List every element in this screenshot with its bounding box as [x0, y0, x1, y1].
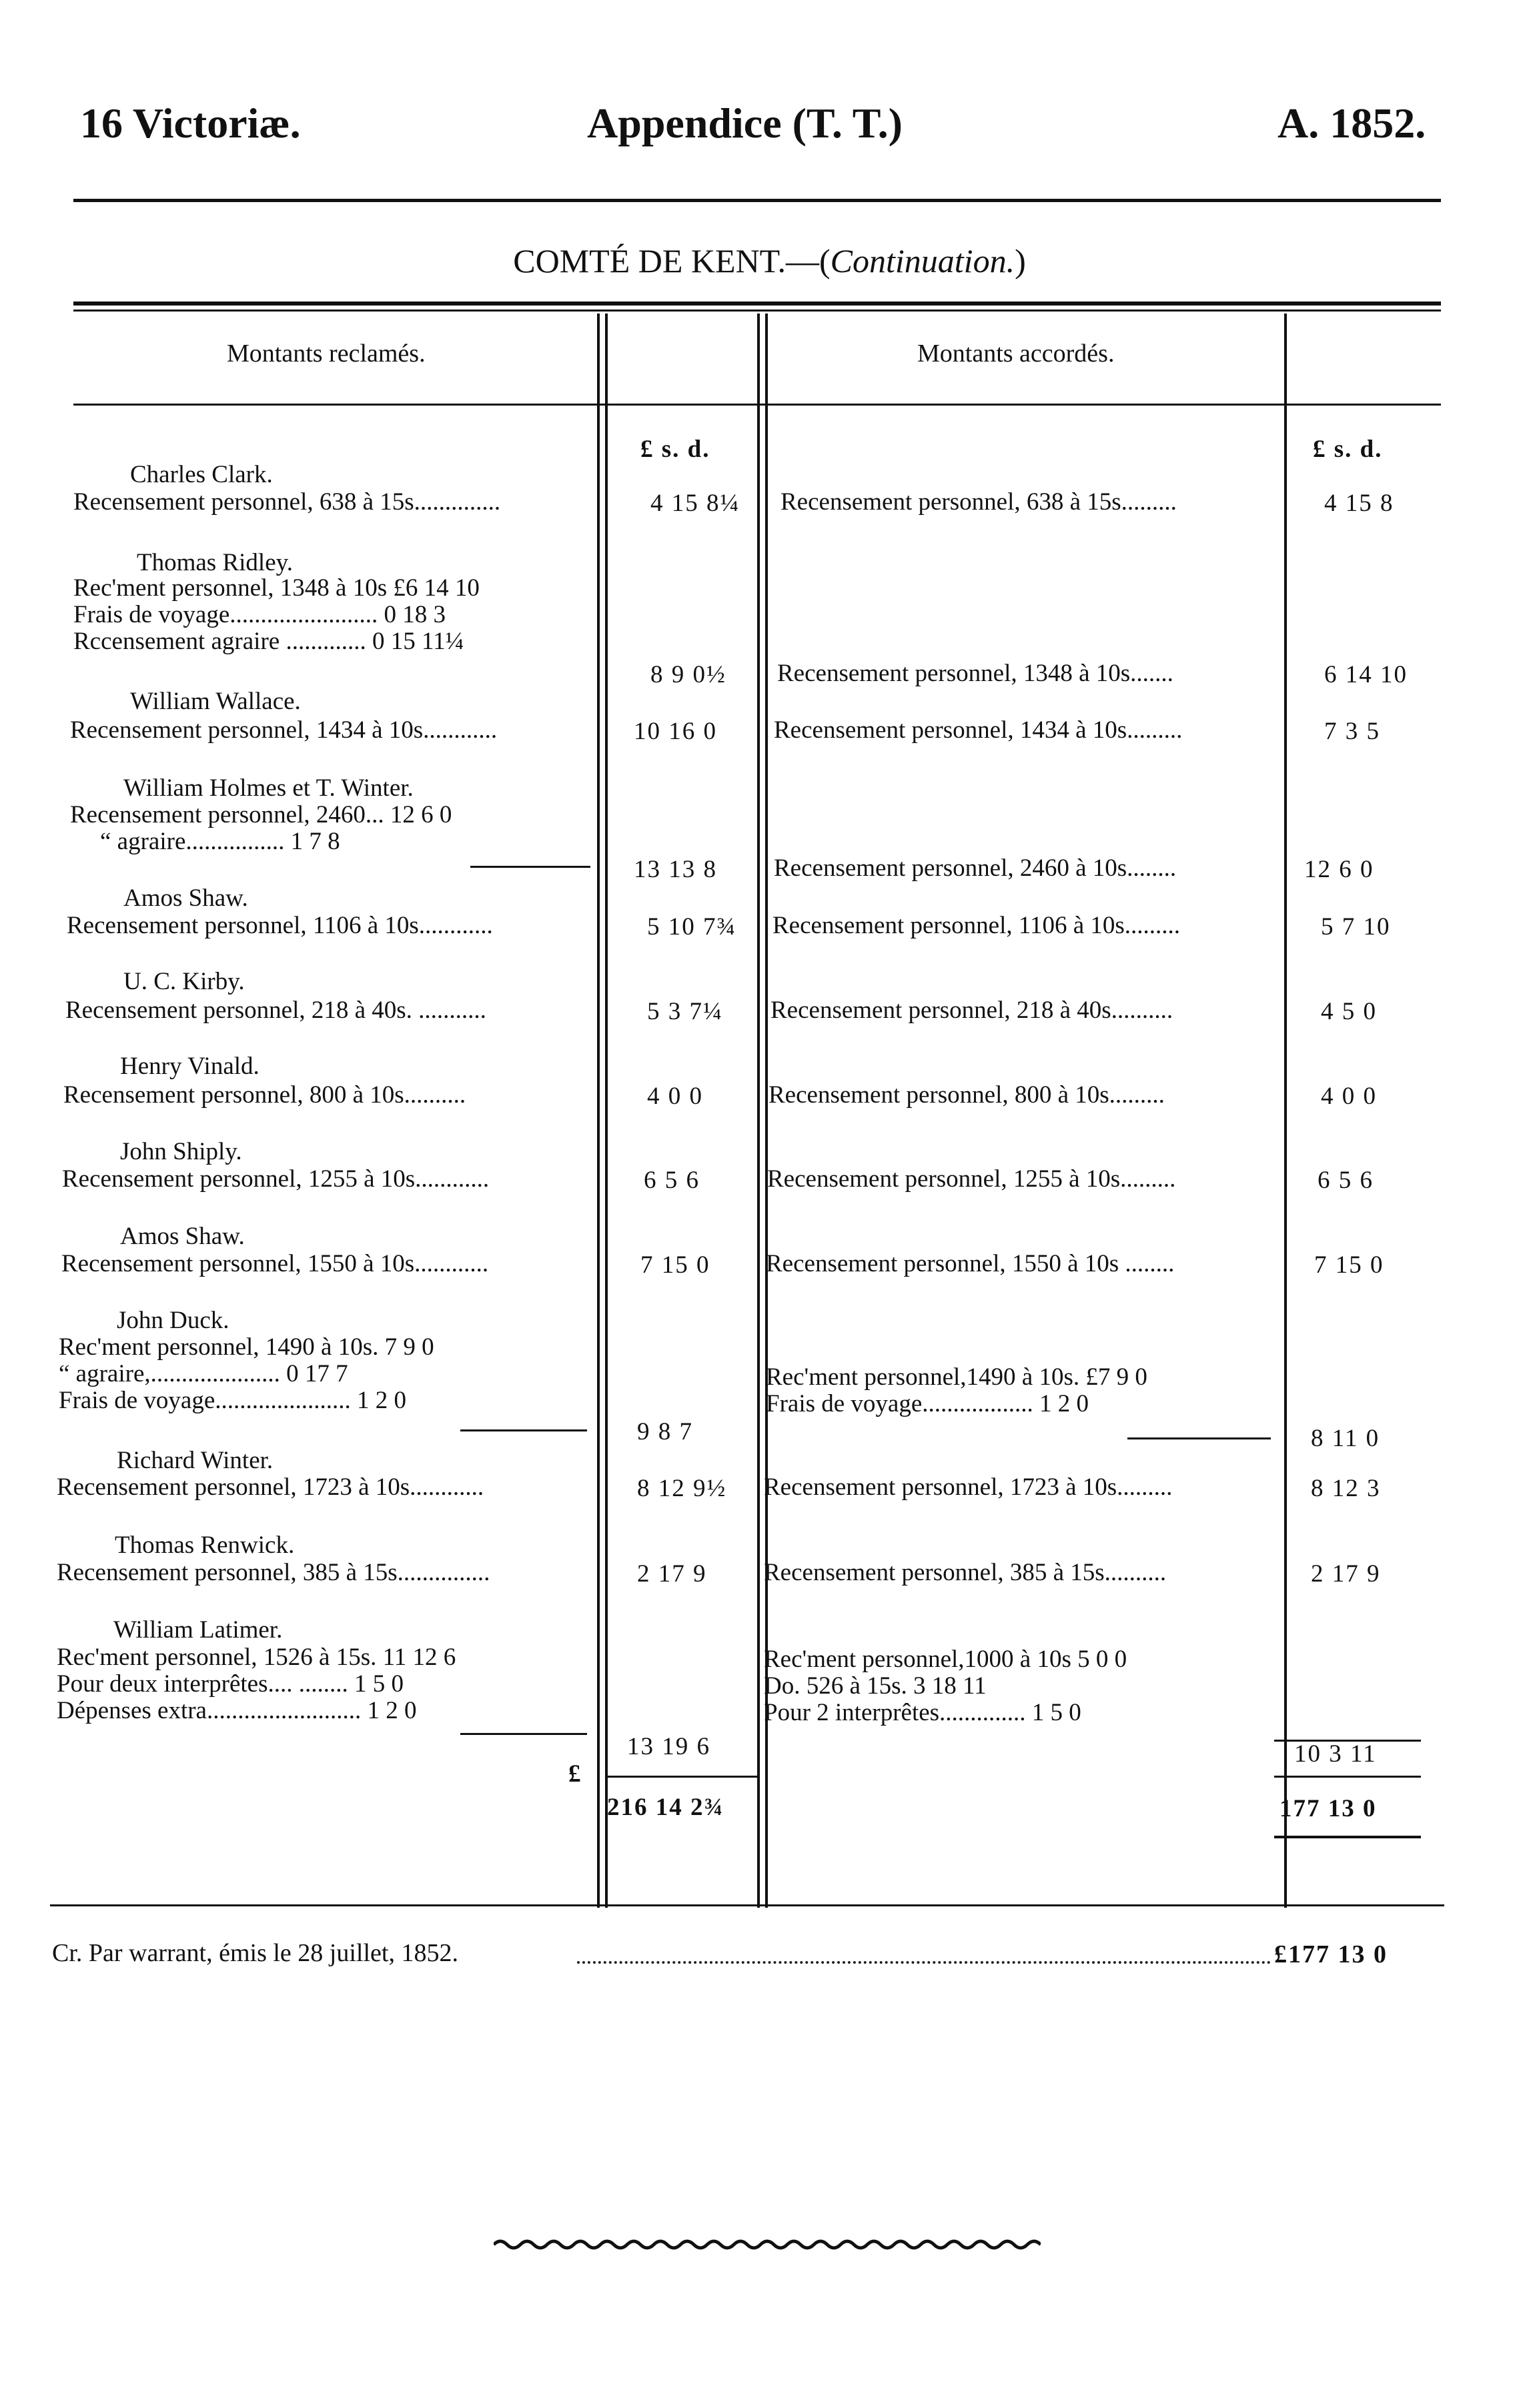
granted-grand-total: 177 13 0 [1279, 1795, 1377, 1822]
granted-total: 7 3 5 [1324, 718, 1380, 745]
granted-line: Recensement personnel, 638 à 15s......... [781, 488, 1177, 516]
entry-name: Amos Shaw. [123, 884, 248, 912]
currency-header-left: £ s. d. [640, 436, 710, 463]
claimed-total: 13 13 8 [634, 856, 717, 883]
subtotal-rule [470, 866, 590, 868]
entry-name: William Wallace. [130, 688, 301, 715]
claim-line: Recensement personnel, 1255 à 10s............ [62, 1165, 490, 1193]
claim-line: Recensement personnel, 1434 à 10s............ [70, 716, 498, 744]
claimed-total: 4 0 0 [647, 1083, 703, 1110]
granted-line: Rec'ment personnel,1000 à 10s 5 0 0 [764, 1646, 1127, 1673]
divider-granted-right [1284, 314, 1287, 1908]
granted-line: Frais de voyage.................. 1 2 0 [766, 1390, 1089, 1417]
claim-line: Rec'ment personnel, 1526 à 15s. 11 12 6 [57, 1644, 456, 1671]
granted-line: Recensement personnel, 1434 à 10s......... [774, 716, 1183, 744]
granted-total: 10 3 11 [1294, 1740, 1377, 1768]
claimed-total: 7 15 0 [640, 1251, 710, 1279]
claimed-total: 2 17 9 [637, 1560, 707, 1588]
entry-name: Thomas Ridley. [137, 549, 293, 576]
entry-name: William Holmes et T. Winter. [123, 774, 414, 802]
total-underline-granted [1274, 1836, 1421, 1838]
granted-line: Recensement personnel, 2460 à 10s........ [774, 854, 1177, 882]
claimed-total: 9 8 7 [637, 1418, 693, 1445]
granted-total: 4 0 0 [1321, 1083, 1377, 1110]
claimed-total: 4 15 8¼ [650, 490, 740, 517]
warrant-amount: £177 13 0 [1274, 1940, 1388, 1968]
subtotal-rule [460, 1733, 587, 1735]
header-rule [73, 199, 1441, 202]
claim-line: Recensement personnel, 218 à 40s. ........... [65, 997, 486, 1024]
table-bottom-rule [50, 1904, 1444, 1906]
entry-name: William Latimer. [113, 1616, 283, 1644]
claim-line: Rec'ment personnel, 1348 à 10s £6 14 10 [73, 574, 480, 602]
entry-name: Charles Clark. [130, 461, 273, 488]
claimed-grand-total: 216 14 2¾ [607, 1794, 724, 1821]
granted-line: Do. 526 à 15s. 3 18 11 [764, 1672, 987, 1700]
granted-line: Recensement personnel, 1348 à 10s....... [777, 660, 1173, 687]
subtotal-rule [1127, 1437, 1271, 1439]
claimed-total: 5 3 7¼ [647, 998, 723, 1025]
entry-name: Richard Winter. [117, 1447, 274, 1474]
entry-name: Amos Shaw. [120, 1223, 245, 1250]
claim-line: Recensement personnel, 800 à 10s.......... [63, 1081, 466, 1109]
claim-line: Rccensement agraire ............. 0 15 11¼ [73, 628, 464, 655]
entry-name: Thomas Renwick. [115, 1532, 295, 1559]
granted-line: Recensement personnel, 1723 à 10s......... [764, 1473, 1173, 1501]
divider-claimed-left [597, 314, 600, 1908]
claim-line: Recensement personnel, 638 à 15s.............. [73, 488, 501, 516]
claim-line: Recensement personnel, 385 à 15s............... [57, 1559, 490, 1586]
total-rule-granted [1274, 1776, 1421, 1778]
column-claimed-header: Montants reclamés. [227, 340, 426, 368]
claim-line: Recensement personnel, 1550 à 10s............ [61, 1250, 489, 1277]
claimed-total: 6 5 6 [644, 1167, 700, 1194]
granted-total: 8 11 0 [1311, 1425, 1380, 1452]
total-rule-claimed [607, 1776, 757, 1778]
warrant-text: Cr. Par warrant, émis le 28 juillet, 1852. [52, 1939, 458, 1967]
header-right: A. 1852. [1277, 99, 1426, 147]
divider-claimed-left-inner [605, 314, 608, 1908]
subtotal-rule [460, 1429, 587, 1431]
granted-total: 8 12 3 [1311, 1475, 1381, 1502]
granted-total: 12 6 0 [1304, 856, 1374, 883]
claim-line: Dépenses extra......................... 1 2 0 [57, 1697, 417, 1724]
claim-line: Frais de voyage...................... 1 2 0 [59, 1387, 407, 1414]
claimed-total: 8 9 0½ [650, 661, 726, 688]
claim-line: Recensement personnel, 1106 à 10s............ [67, 912, 493, 939]
claim-line: Pour deux interprêtes.... ........ 1 5 0 [57, 1670, 404, 1698]
pound-sign: £ [568, 1760, 582, 1788]
granted-line: Recensement personnel, 1550 à 10s ........ [766, 1250, 1175, 1277]
claimed-total: 8 12 9½ [637, 1475, 727, 1502]
claimed-total: 5 10 7¾ [647, 913, 737, 941]
granted-total: 4 5 0 [1321, 998, 1377, 1025]
granted-line: Recensement personnel, 218 à 40s.......... [771, 997, 1173, 1024]
leader-dots [577, 1942, 1271, 1964]
header-center: Appendice (T. T.) [587, 99, 903, 147]
entry-name: Henry Vinald. [120, 1053, 260, 1080]
granted-line: Recensement personnel, 1106 à 10s......... [773, 912, 1181, 939]
divider-claimed-right [757, 314, 760, 1908]
granted-line: Rec'ment personnel,1490 à 10s. £7 9 0 [766, 1363, 1147, 1391]
granted-total: 6 14 10 [1324, 661, 1408, 688]
claim-line: Frais de voyage........................ 0 18 3 [73, 601, 446, 628]
entry-name: U. C. Kirby. [123, 968, 245, 995]
currency-header-right: £ s. d. [1313, 436, 1383, 463]
granted-line: Recensement personnel, 385 à 15s.......... [764, 1559, 1167, 1586]
column-granted-header: Montants accordés. [917, 340, 1115, 368]
claim-line: “ agraire,..................... 0 17 7 [59, 1360, 348, 1387]
decorative-wave-rule [494, 2235, 1041, 2255]
entry-name: John Duck. [117, 1307, 229, 1334]
claim-line: Rec'ment personnel, 1490 à 10s. 7 9 0 [59, 1333, 434, 1361]
granted-line: Recensement personnel, 1255 à 10s......... [767, 1165, 1176, 1193]
granted-total: 5 7 10 [1321, 913, 1391, 941]
granted-total: 7 15 0 [1314, 1251, 1384, 1279]
granted-line: Recensement personnel, 800 à 10s......... [768, 1081, 1165, 1109]
granted-total: 4 15 8 [1324, 490, 1394, 517]
header-left: 16 Victoriæ. [80, 99, 301, 147]
claimed-total: 10 16 0 [634, 718, 717, 745]
granted-line: Pour 2 interprêtes.............. 1 5 0 [764, 1699, 1081, 1726]
title-rule-bottom [73, 310, 1441, 312]
page-title: COMTÉ DE KENT.—(Continuation.) [513, 242, 1026, 279]
claimed-total: 13 19 6 [627, 1733, 710, 1760]
claim-line: “ agraire................ 1 7 8 [100, 828, 340, 855]
granted-total: 6 5 6 [1318, 1167, 1374, 1194]
title-rule-top [73, 302, 1441, 306]
granted-total: 2 17 9 [1311, 1560, 1381, 1588]
claim-line: Recensement personnel, 2460... 12 6 0 [70, 801, 452, 828]
claim-line: Recensement personnel, 1723 à 10s............ [57, 1473, 484, 1501]
entry-name: John Shiply. [120, 1138, 242, 1165]
